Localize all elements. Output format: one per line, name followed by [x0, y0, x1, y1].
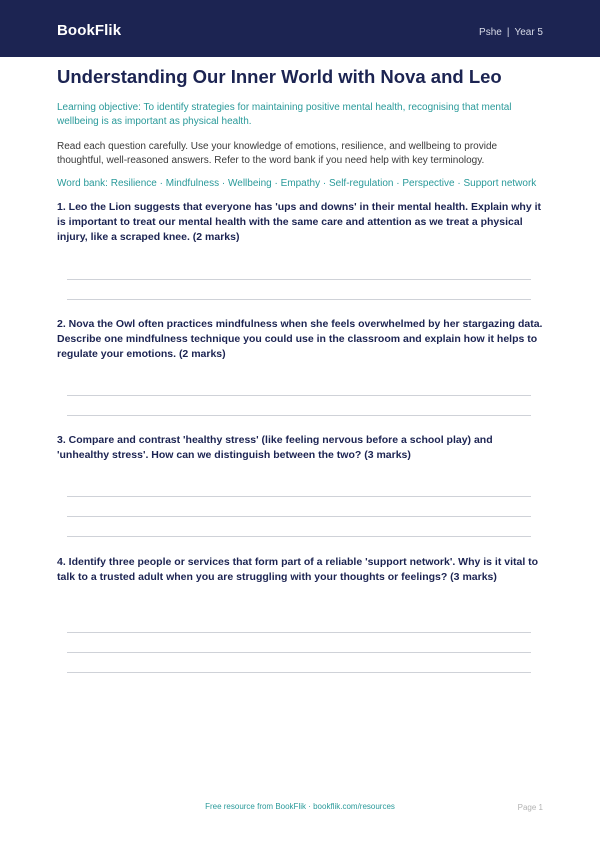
learning-objective: Learning objective: To identify strategies for maintaining positive mental health, recognising that mental wellbeing is as important as physical health.	[57, 102, 512, 127]
answer-line[interactable]	[67, 496, 531, 497]
page-title: Understanding Our Inner World with Nova and Leo	[57, 66, 502, 87]
footer-resource-note: Free resource from BookFlik · bookflik.com/resources	[205, 802, 395, 811]
answer-line[interactable]	[67, 536, 531, 537]
question-3	[57, 433, 543, 463]
brand-logo: BookFlik	[57, 22, 122, 39]
year-label: Year 5	[514, 27, 543, 38]
word-bank: Word bank: Resilience · Mindfulness · Wellbeing · Empathy · Self-regulation · Perspective · Support network	[57, 178, 537, 189]
worksheet-intro	[57, 66, 543, 191]
header-meta	[479, 27, 543, 38]
answer-line[interactable]	[67, 672, 531, 673]
answer-line[interactable]	[67, 279, 531, 280]
answer-line[interactable]	[67, 516, 531, 517]
header-separator: |	[506, 27, 510, 38]
answer-line[interactable]	[67, 415, 531, 416]
question-text: 2. Nova the Owl often practices mindfulness when she feels overwhelmed by her stargazing data. Describe one mindfulness technique you could use in the classroom and explain how it helps to regulate your emotions. (2 marks)	[57, 318, 543, 360]
answer-line[interactable]	[67, 299, 531, 300]
page-header	[0, 0, 600, 57]
question-text: 1. Leo the Lion suggests that everyone has 'ups and downs' in their mental health. Explain why it is important to treat our mental health with the same care and attention as we treat a physical injury, like a scraped knee. (2 marks)	[57, 201, 541, 243]
answer-line[interactable]	[67, 395, 531, 396]
question-1	[57, 200, 543, 245]
answer-line[interactable]	[67, 632, 531, 633]
question-4	[57, 555, 543, 585]
answer-line[interactable]	[67, 652, 531, 653]
question-text: 4. Identify three people or services that form part of a reliable 'support network'. Why is it vital to talk to a trusted adult when you are struggling with your thoughts or feelings? (3 marks)	[57, 556, 539, 583]
instructions-text: Read each question carefully. Use your knowledge of emotions, resilience, and wellbeing to provide thoughtful, well-reasoned answers. Refer to the word bank if you need help with key terminology.	[57, 141, 498, 166]
question-2	[57, 317, 543, 362]
subject-label: Pshe	[479, 27, 502, 38]
page-number: Page 1	[517, 803, 543, 812]
question-text: 3. Compare and contrast 'healthy stress' (like feeling nervous before a school play) and 'unhealthy stress'. How can we distinguish between the two? (3 marks)	[57, 434, 493, 461]
